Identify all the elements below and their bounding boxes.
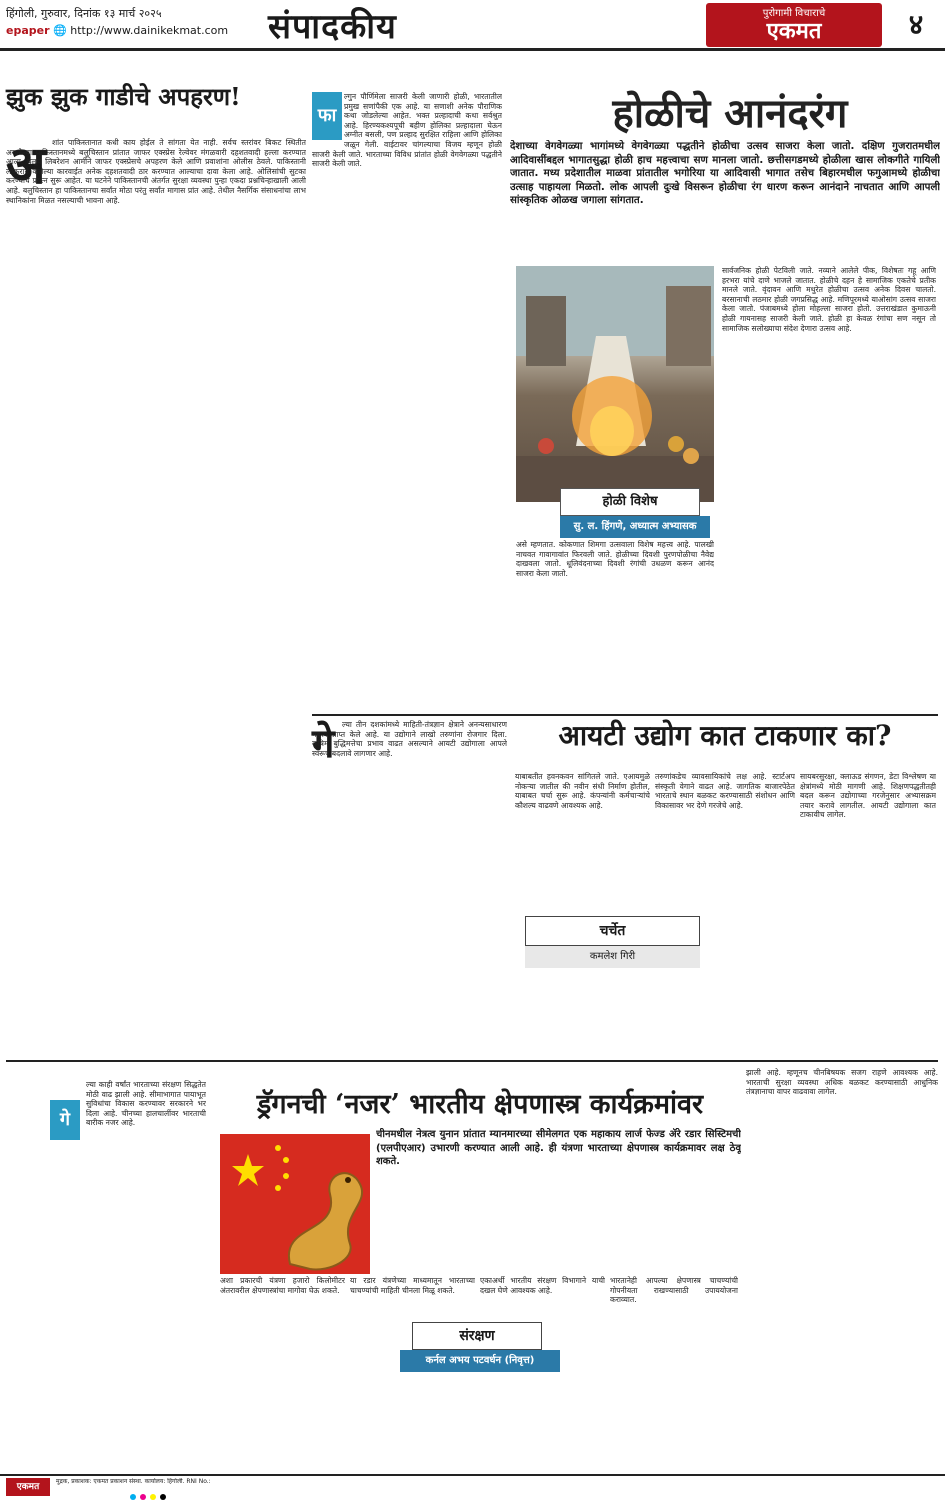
dragon-drop-box: गे	[50, 1100, 80, 1140]
holi-byline: सु. ल. हिंगणे, अध्यात्म अभ्यासक	[560, 516, 710, 538]
dragon-lead: चीनमधील नेत्रत्व युनान प्रांतात म्यानमारच्या सीमेलगत एक महाकाय लार्ज फेज्ड ॲरे रडार सिस्टिमची (एलपीएआर) उभारणी करण्यात आली आहे. ही यंत्रणा भारताच्या क्षेपणास्त्र कार्यक्रमावर लक्ष ठेवू शकते.	[376, 1129, 741, 1167]
holi-body-right: सार्वजनिक होळी पेटविली जाते. नव्याने आलेले पीक, विशेषतः गहू आणि हरभरा यांचे दाणे भाजले जातात. होळीचे दहन हे सामाजिक एकतेचे प्रतीक मानले जाते. वृंदावन आणि मथुरेत होळीचा उत्सव अनेक दिवस चालतो. बरसानाची लठमार होळी जगप्रसिद्ध आहे. मणिपूरमध्ये याओसांग उत्सव साजरा केला जातो. पंजाबमध्ये होला मोहल्ला साजरा होतो. उत्तराखंडात कुमाऊनी होळी गायनासह साजरी केली जाते. होळी हा केवळ रंगांचा सण नसून तो सामाजिक सलोख्याचा संदेश देणारा उत्सव आहे.	[722, 266, 936, 333]
section-title: संपादकीय	[268, 7, 397, 47]
logo-tagline: पुरोगामी विचाराचे	[762, 8, 826, 19]
dragon-illustration	[220, 1134, 370, 1274]
it-body-col-1: याबाबतीत हवनकवन सांगितले जाते. एआयमुळे नोकऱ्या जातील की नवीन संधी निर्माण होतील, याबाबत चर्चा सुरू आहे. कंपन्यांनी कर्मचाऱ्यांचे कौशल्य वाढवणे आवश्यक आहे.	[515, 772, 650, 810]
holi-photo-illustration	[516, 266, 714, 502]
dragon-body-col-2: या रडार यंत्रणेच्या माध्यमातून भारताच्या चाचण्यांची माहिती चीनला मिळू शकते.	[350, 1276, 475, 1295]
holi-intro-drop-box: फा	[312, 92, 342, 140]
hijack-article-title: झुक झुक गाडीचे अपहरण!	[6, 82, 241, 111]
logo-name: एकमत	[766, 18, 822, 44]
holi-intro-text: ल्गुन पौर्णिमेला साजरी केली जाणारी होळी, भारतातील प्रमुख सणांपैकी एक आहे. या सणाशी अनेक पौराणिक कथा जोडलेल्या आहेत. भक्त प्रल्हादाची कथा सर्वश्रुत आहे. हिरण्यकश्यपूची बहीण होलिका प्रल्हादाला घेऊन अग्नीत बसली, पण प्रल्हाद सुरक्षित राहिला आणि होलिका जळून गेली. वाईटावर चांगल्याचा विजय म्हणून होळी साजरी केली जाते. भारताच्या विविध प्रांतांत होळी वेगवेगळ्या पद्धतीने साजरी केली जाते.	[312, 92, 502, 169]
dragon-section-tag: संरक्षण	[412, 1322, 542, 1350]
dragon-byline: कर्नल अभय पटवर्धन (निवृत्त)	[400, 1350, 560, 1372]
date-line: हिंगोली, गुरुवार, दिनांक १३ मार्च २०२५	[6, 7, 162, 20]
dragon-article-title: ड्रॅगनची ‘नजर’ भारतीय क्षेपणास्त्र कार्यक्रमांवर	[256, 1089, 704, 1120]
dragon-right-column: झाली आहे. म्हणूनच चीनबिषयक सजग राहणे आवश्यक आहे. भारताची सुरक्षा व्यवस्था अधिक बळकट करण्यासाठी आधुनिक तंत्रज्ञानाचा वापर वाढवावा लागेल.	[746, 1068, 938, 1097]
it-article-title: आयटी उद्योग कात टाकणार का?	[558, 719, 892, 752]
holi-body-left	[516, 540, 714, 696]
holi-bonfire-photo	[516, 266, 714, 502]
registration-dot-cyan	[130, 1494, 136, 1500]
it-intro-column: ल्या तीन दशकांमध्ये माहिती-तंत्रज्ञान क्षेत्राने अनन्यसाधारण महत्त्व प्राप्त केले आहे. या उद्योगाने लाखो तरुणांना रोजगार दिला. कृत्रिम बुद्धिमत्तेचा प्रभाव वाढत असल्याने आयटी उद्योगाला आपले स्वरूप बदलावे लागणार आहे.	[312, 720, 507, 758]
epaper-link[interactable]	[6, 24, 228, 37]
dragon-body-col-4: भारतानेही आपल्या क्षेपणास्त्र चाचण्यांची गोपनीयता राखण्यासाठी उपाययोजना कराव्यात.	[610, 1276, 738, 1305]
holi-section-tag	[560, 488, 700, 516]
holi-intro-column	[312, 92, 502, 712]
hijack-article-body: शांत पाकिस्तानात कधी काय होईल ते सांगता येत नाही. सर्वच स्तरांवर बिकट स्थितीत असलेल्या पाकिस्तानमध्ये बलुचिस्तान प्रांतात जाफर एक्स्प्रेस रेल्वेवर मंगळवारी दहशतवादी हल्ला करण्यात आला. बलूच लिबरेशन आर्मीने जाफर एक्स्प्रेसचे अपहरण केले आणि प्रवाशांना ओलीस ठेवले. पाकिस्तानी लष्कराने केलेल्या कारवाईत अनेक दहशतवादी ठार करण्यात आल्याचा दावा केला आहे. ओलिसांची सुटका करण्याचे प्रयत्न सुरू आहेत. या घटनेने पाकिस्तानची अंतर्गत सुरक्षा व्यवस्था पुन्हा एकदा प्रश्नचिन्हाखाली आली आहे. बलुचिस्तान हा पाकिस्तानचा सर्वांत मोठा परंतु सर्वांत मागास प्रांत आहे. तेथील नैसर्गिक संसाधनांचा लाभ स्थानिकांना मिळत नसल्याची भावना आहे.	[6, 138, 306, 205]
footer-logo: एकमत	[6, 1478, 50, 1496]
dragon-intro-column	[6, 1080, 206, 1470]
epaper-url: http://www.dainikekmat.com	[70, 24, 229, 37]
holi-lead: देशाच्या वेगवेगळ्या भागांमध्ये वेगवेगळ्या पद्धतीने होळीचा उत्सव साजरा केला जातो. दक्षिण गुजरातमधील आदिवासींबद्दल भागातसुद्धा होळी हाच महत्त्वाचा सण मानला जातो. छत्तीसगडमध्ये होळीला खास लोकगीते गायिली जातात. मध्य प्रदेशातील माळवा प्रांतातील भगोरिया या आदिवासी भागात तसेच बिहारमधील फगुआमध्ये होळीचा उत्साह पाहायला मिळतो. लोक आपली दुःखे विसरून होळीचा रंग धारण करून आनंदाने नाचतात आणि आपली सांस्कृतिक ओळख जगाला सांगतात.	[510, 141, 940, 206]
it-section-tag: चर्चेत	[525, 916, 700, 946]
epaper-label: epaper	[6, 24, 50, 37]
globe-icon: 🌐	[53, 24, 67, 37]
footer-imprint: मुद्रक, प्रकाशक: एकमत प्रकाशन संस्था. कार्यालय: हिंगोली. RNI No.:	[56, 1478, 211, 1485]
dragon-body-col-3: एकाअर्थी भारतीय संरक्षण विभागाने याची दखल घेणे आवश्यक आहे.	[480, 1276, 605, 1295]
china-flag-dragon-image	[220, 1134, 370, 1274]
masthead-logo	[706, 3, 882, 47]
holi-body-left-text: असे म्हणतात. कोकणात शिमगा उत्सवाला विशेष महत्त्व आहे. पालखी नाचवत गावागावांत फिरवली जाते. होळीच्या दिवशी पुरणपोळीचा नैवेद्य दाखवला जातो. धूलिवंदनाच्या दिवशी रंगांची उधळण करून आनंद साजरा केला जातो.	[516, 540, 714, 578]
it-body-col-2: तरुणांकडेच व्यावसायिकांचे लक्ष आहे. स्टार्टअप संस्कृती वेगाने वाढत आहे. जागतिक बाजारपेठेत भारताचे स्थान बळकट करण्यासाठी संशोधन आणि विकासावर भर देणे गरजेचे आहे.	[655, 772, 795, 810]
dragon-intro-text: ल्या काही वर्षांत भारताच्या संरक्षण सिद्धतेत मोठी वाढ झाली आहे. सीमाभागात पायाभूत सुविधांचा विकास करण्यावर सरकारने भर दिला आहे. चीनच्या हालचालींवर भारताची बारीक नजर आहे.	[86, 1080, 206, 1128]
registration-dot-yellow	[150, 1494, 156, 1500]
footer-divider	[0, 1474, 945, 1476]
it-body-col-3: सायबरसुरक्षा, क्लाऊड संगणन, डेटा विश्लेषण या क्षेत्रांमध्ये मोठी मागणी आहे. शिक्षणपद्धतीतही बदल करून उद्योगाच्या गरजेनुसार अभ्यासक्रम तयार करावे लागतील. आयटी उद्योगाला कात टाकावीच लागेल.	[800, 772, 936, 820]
registration-dot-black	[160, 1494, 166, 1500]
dragon-divider	[6, 1060, 938, 1062]
holi-article-title: होळीचे आनंदरंग	[612, 90, 848, 137]
header-divider	[0, 48, 945, 51]
it-byline: कमलेश गिरी	[525, 946, 700, 968]
page-number: ४	[908, 8, 924, 41]
it-drop-cap: गे	[312, 720, 335, 767]
hijack-drop-cap: अ	[6, 135, 46, 196]
dragon-body-col-1: अशा प्रकारची यंत्रणा हजारो किलोमीटर अंतरावरील क्षेपणास्त्रांचा मागोवा घेऊ शकते.	[220, 1276, 345, 1295]
holi-tag-label: होळी विशेष	[602, 494, 658, 509]
registration-dot-magenta	[140, 1494, 146, 1500]
